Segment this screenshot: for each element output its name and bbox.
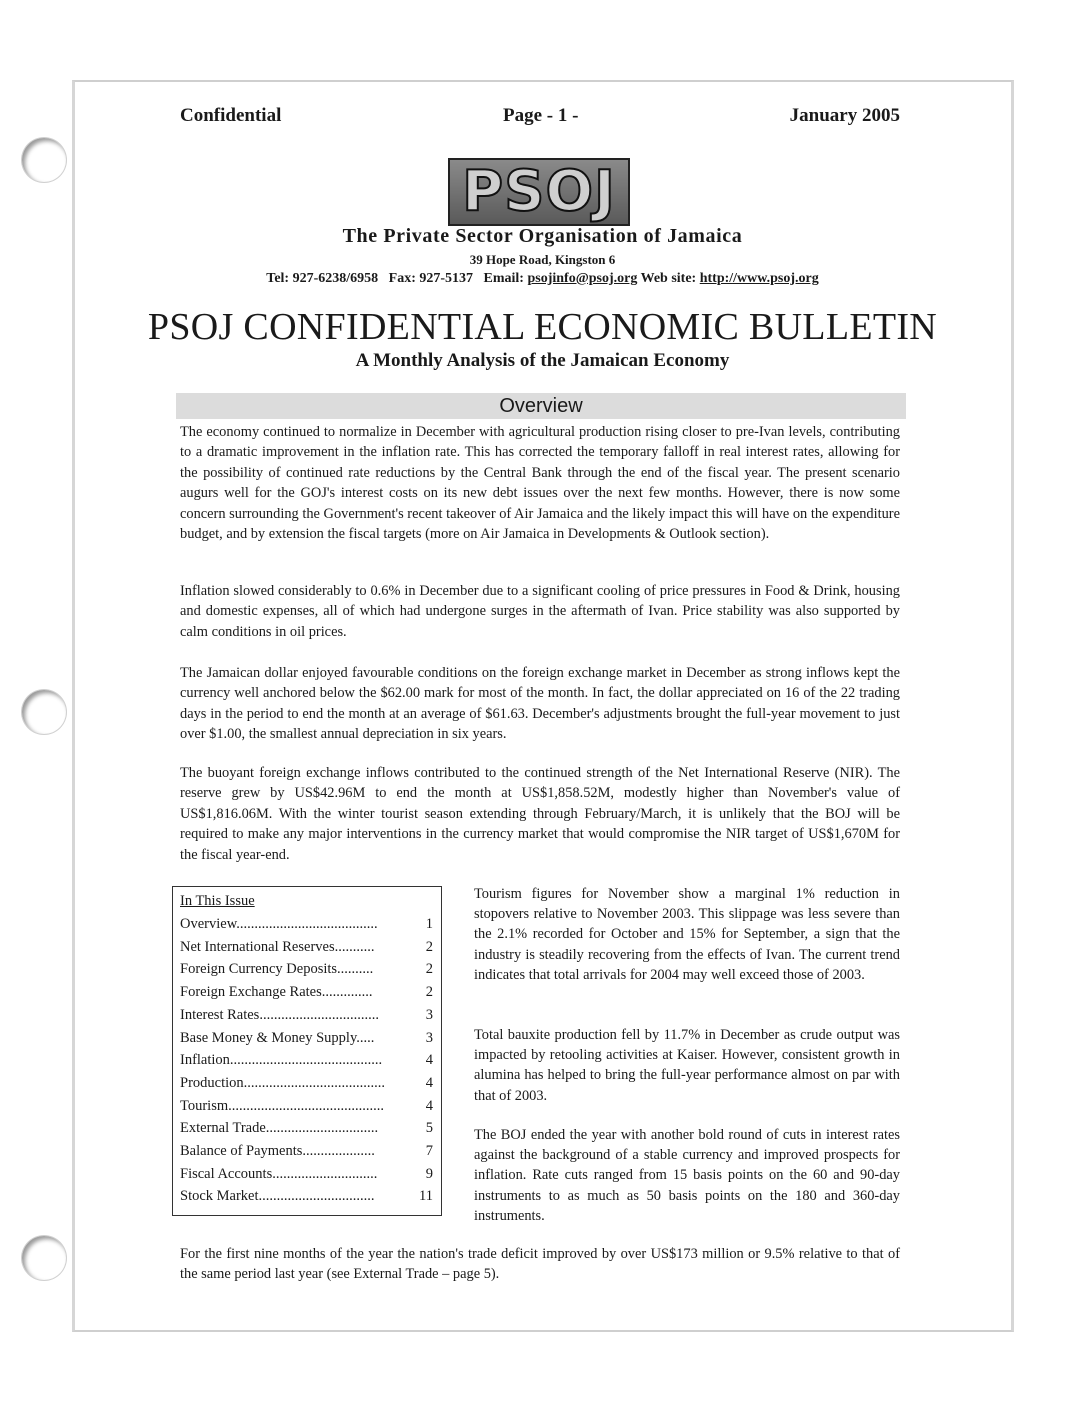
overview-section-bar [176,393,906,419]
toc-item[interactable]: Inflation.......................................... 4 [180,1052,433,1069]
org-email-label: Email: [483,271,524,286]
toc-item[interactable]: Balance of Payments.................... 7 [180,1143,433,1160]
bulletin-subtitle: A Monthly Analysis of the Jamaican Economy [355,350,730,371]
header-date: January 2005 [789,105,900,126]
binder-hole-bottom [22,1236,66,1280]
toc-item[interactable]: Net International Reserves........... 2 [180,938,433,955]
org-email-link[interactable]: psojinfo@psoj.org [527,271,638,286]
toc-item[interactable]: Base Money & Money Supply..... 3 [180,1029,433,1046]
overview-paragraph-2: Inflation slowed considerably to 0.6% in December due to a significant cooling of price pressures in Food & Drink, housing and domestic expenses, all of which had undergone surges in the aftermath of Ivan. Price stability was also supported by calm conditions in oil prices. [180,583,900,640]
toc-item[interactable]: Tourism........................................... 4 [180,1097,433,1114]
overview-heading: Overview [499,395,583,417]
toc-item[interactable]: Interest Rates................................. 3 [180,1006,433,1023]
org-web-label: Web site: [640,271,697,286]
toc-item[interactable]: Foreign Currency Deposits.......... 2 [180,961,433,978]
binder-hole-top [22,138,66,182]
bulletin-title: PSOJ CONFIDENTIAL ECONOMIC BULLETIN [147,306,938,348]
toc-item[interactable]: Foreign Exchange Rates.............. 2 [180,984,433,1001]
binder-hole-middle [22,690,66,734]
toc-item[interactable]: Overview....................................... 1 [180,916,433,932]
header-confidential: Confidential [180,105,282,126]
org-contact-line [0,271,1085,287]
psoj-logo: PSOJ [448,158,630,226]
org-address: 39 Hope Road, Kingston 6 [469,252,616,267]
org-tel: Tel: 927-6238/6958 [266,271,379,286]
overview-paragraph-3: The Jamaican dollar enjoyed favourable conditions on the foreign exchange market in December as strong inflows kept the currency well anchored below the $62.00 mark for most of the month. In fact, the dollar appreciated on 16 of the 22 trading days in the period to end the month at an average of $61.63. December's adjustments brought the full-year movement to just over $1.00, the smallest annual depreciation in six years. [180,665,900,743]
in-this-issue-box [172,886,442,1216]
tourism-paragraph: Tourism figures for November show a marginal 1% reduction in stopovers relative to November 2003. This slippage was less severe than the 2.1% recorded for October and 15% for September, a sign that the industry is steadily recovering from the effects of Ivan. The current trend indicates that total arrivals for 2004 may well exceed those of 2003. [474,886,900,983]
toc-item[interactable]: Production....................................... 4 [180,1074,433,1091]
interest-rate-paragraph: The BOJ ended the year with another bold round of cuts in interest rates against the background of a stable currency and improved prospects for inflation. Rate cuts ranged from 15 basis points on the 60 and 90-day instruments to as much as 50 basis points on the 180 and 360-day instruments. [474,1127,900,1224]
trade-deficit-paragraph: For the first nine months of the year the nation's trade deficit improved by over US$173 million or 9.5% relative to that of the same period last year (see External Trade – page 5). [180,1246,900,1283]
bauxite-paragraph: Total bauxite production fell by 11.7% in December as crude output was impacted by retooling activities at Kaiser. However, consistent growth in alumina has helped to bring the full-year performance almost on par with that of 2003. [474,1027,900,1104]
toc-item[interactable]: Stock Market................................ 11 [180,1188,433,1205]
overview-paragraph-4: The buoyant foreign exchange inflows contributed to the continued strength of the Net International Reserve (NIR). The reserve grew by US$42.96M to end the month at US$1,858.52M, modestly higher than November's value of US$1,816.06M. With the winter tourist season extending through February/March, it is unlikely that the BOJ will be required to make any major interventions in the currency market that would compromise the NIR target of US$1,670M for the fiscal year-end. [180,765,900,863]
overview-paragraph-1: The economy continued to normalize in December with agricultural production rising closer to pre-Ivan levels, contributing to a dramatic improvement in the inflation rate. This has corrected the temporary falloff in real interest rates, allowing for the possibility of continued rate reductions by the Central Bank through the end of the fiscal year. The present scenario augurs well for the GOJ's interest costs on its new debt issues over the next few months. However, there is now some concern surrounding the Government's recent takeover of Air Jamaica and the likely impact this will have on the expenditure budget, and by extension the fiscal targets (more on Air Jamaica in Developments & Outlook section). [180,424,900,543]
toc-title: In This Issue [180,893,255,909]
org-fax: Fax: 927-5137 [388,271,474,286]
org-web-link[interactable]: http://www.psoj.org [699,271,819,286]
toc-item[interactable]: External Trade............................... 5 [180,1120,433,1137]
org-name: The Private Sector Organisation of Jamaica [342,225,743,247]
toc-item[interactable]: Fiscal Accounts............................. 9 [180,1165,433,1182]
header-page-number: Page - 1 - [503,105,579,126]
